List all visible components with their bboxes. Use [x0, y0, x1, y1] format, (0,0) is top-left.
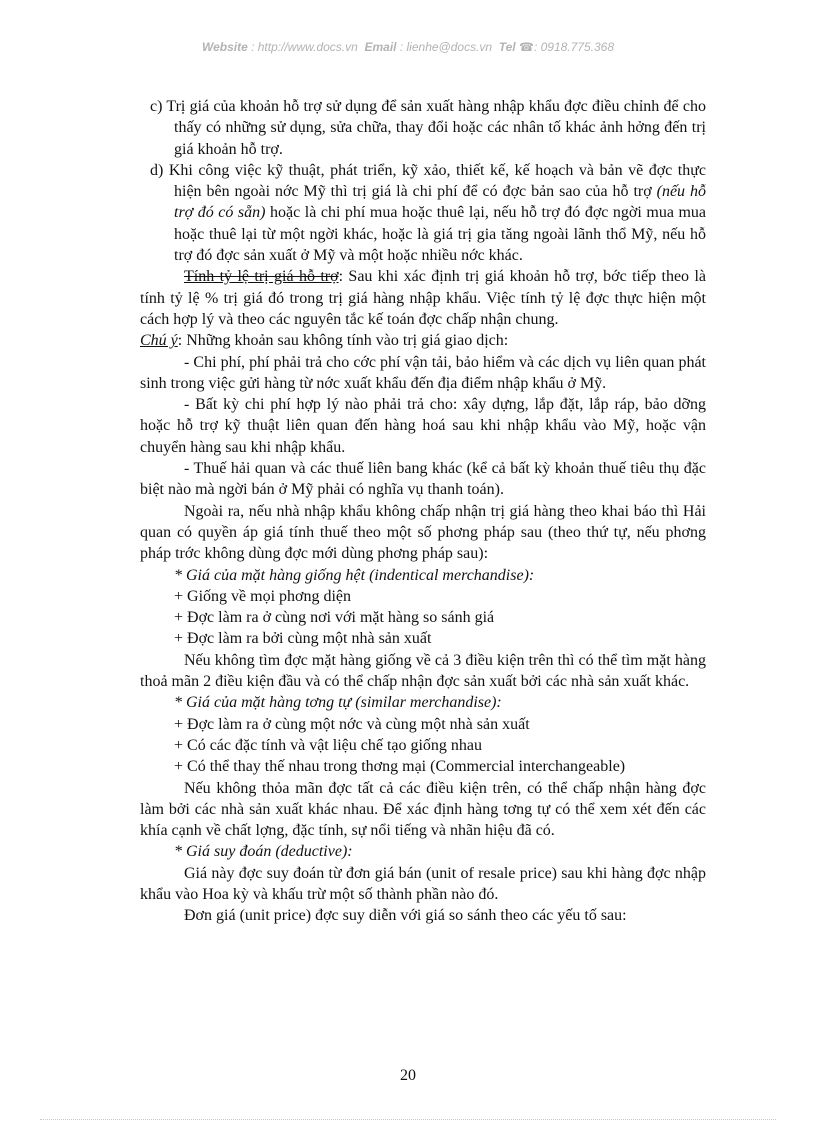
item-d-text-b: hoặc là chi phí mua hoặc thuê lại, nếu hỗ trợ đó đợc ngời mua mua hoặc thuê lại từ một ngời khác, hoặc là giá trị gia tăng ngoài lãnh thổ Mỹ, nếu hỗ trợ đó đợc sản xuất ở Mỹ và một hoặc nhiều nớc khác. — [174, 204, 707, 265]
identical-condition: + Đợc làm ra ở cùng nơi với mặt hàng so sánh giá — [174, 609, 495, 627]
note-item: - Chi phí, phí phải trả cho cớc phí vận tải, bảo hiểm và các dịch vụ liên quan phát sinh trong việc gửi hàng từ nớc xuất khẩu đến địa điểm nhập khẩu ở Mỹ. — [140, 353, 706, 392]
ratio-heading: Tính tỷ lệ trị giá hỗ trợ — [184, 268, 339, 286]
email-label: Email — [364, 40, 397, 54]
note-item: - Thuế hải quan và các thuế liên bang khác (kể cả bất kỳ khoản thuế tiêu thụ đặc biệt nào mà ngời bán ở Mỹ phải có nghĩa vụ thanh toán). — [140, 460, 706, 499]
other-methods-paragraph: Ngoài ra, nếu nhà nhập khẩu không chấp nhận trị giá hàng theo khai báo thì Hải quan có quyền áp giá tính thuế theo một số phơng pháp sau (theo thứ tự, nếu phơng pháp trớc không dùng đợc mới dùng phơng pháp sau): — [140, 502, 706, 563]
unit-price-paragraph: Đơn giá (unit price) đợc suy diễn với giá so sánh theo các yếu tố sau: — [184, 907, 627, 925]
tel-value: ☎: 0918.775.368 — [519, 40, 615, 54]
note-item: - Bất kỳ chi phí hợp lý nào phải trả cho: xây dựng, lắp đặt, lắp ráp, bảo dỡng hoặc hỗ trợ kỹ thuật liên quan đến hàng hoá sau khi nhập khẩu vào Mỹ, hoặc vận chuyển hàng sau khi nhập khẩu. — [140, 396, 706, 456]
note-text: : Những khoản sau không tính vào trị giá giao dịch: — [177, 332, 509, 350]
similar-condition: + Đợc làm ra ở cùng một nớc và cùng một nhà sản xuất — [174, 715, 530, 733]
deductive-paragraph: Giá này đợc suy đoán từ đơn giá bán (unit of resale price) sau khi hàng đợc nhập khẩu vào Hoa kỳ và khấu trừ một số thành phần nào đó. — [140, 864, 706, 903]
page-header — [0, 40, 816, 54]
tel-label: Tel — [498, 40, 516, 54]
item-d-italic-note: (nếu hỗ trợ đó có sẵn) — [174, 183, 706, 222]
website-label: Website — [201, 40, 248, 54]
similar-condition: + Có các đặc tính và vật liệu chế tạo giống nhau — [174, 736, 483, 754]
note-heading: Chú ý — [140, 332, 178, 350]
item-d-text-a: d) Khi công việc kỹ thuật, phát triển, kỹ xảo, thiết kế, kế hoạch và bản vẽ đợc thực hiện bên ngoài nớc Mỹ thì trị giá là chi phí để có đợc bản sao của hỗ trợ — [150, 161, 706, 201]
similar-paragraph: Nếu không thỏa mãn đợc tất cả các điều kiện trên, có thể chấp nhận hàng đợc làm bởi các nhà sản xuất khác nhau. Để xác định hàng tơng tự có thể xem xét đến các khía cạnh về chất lợng, đặc tính, sự nổi tiếng và nhãn hiệu đã có. — [140, 779, 706, 840]
identical-condition: + Giống về mọi phơng diện — [174, 587, 352, 605]
ratio-paragraph — [140, 266, 706, 330]
identical-paragraph: Nếu không tìm đợc mặt hàng giống về cả 3 điều kiện trên thì có thể tìm mặt hàng thoả mãn 2 điều kiện đầu và có thể chấp nhận đợc sản xuất bởi các nhà sản xuất khác. — [140, 651, 706, 691]
note-paragraph — [140, 330, 706, 351]
similar-heading: * Giá của mặt hàng tơng tự (similar merchandise): — [174, 694, 502, 712]
website-value: : http://www.docs.vn — [251, 40, 358, 54]
email-value: : lienhe@docs.vn — [399, 40, 493, 54]
similar-condition: + Có thể thay thế nhau trong thơng mại (Commercial interchangeable) — [174, 758, 626, 776]
page-number: 20 — [400, 1067, 416, 1084]
identical-heading: * Giá của mặt hàng giống hệt (indentical merchandise): — [174, 566, 535, 584]
ratio-text: : Sau khi xác định trị giá khoản hỗ trợ, bớc tiếp theo là tính tỷ lệ % trị giá đó trong trị giá hàng nhập khẩu. Việc tính tỷ lệ đợc thực hiện một cách hợp lý và theo các nguyên tắc kế toán đợc chấp nhận chung. — [140, 268, 706, 328]
document-body — [140, 96, 706, 927]
bottom-divider — [40, 1119, 776, 1120]
identical-condition: + Đợc làm ra bởi cùng một nhà sản xuất — [174, 630, 432, 648]
list-item-c: c) Trị giá của khoản hỗ trợ sử dụng để sản xuất hàng nhập khẩu đợc điều chỉnh để cho thấy có những sử dụng, sửa chữa, thay đổi hoặc các nhân tố khác ảnh hởng đến trị giá khoản hỗ trợ. — [150, 98, 706, 158]
list-item-d — [150, 160, 706, 266]
deductive-heading: * Giá suy đoán (deductive): — [174, 843, 353, 861]
